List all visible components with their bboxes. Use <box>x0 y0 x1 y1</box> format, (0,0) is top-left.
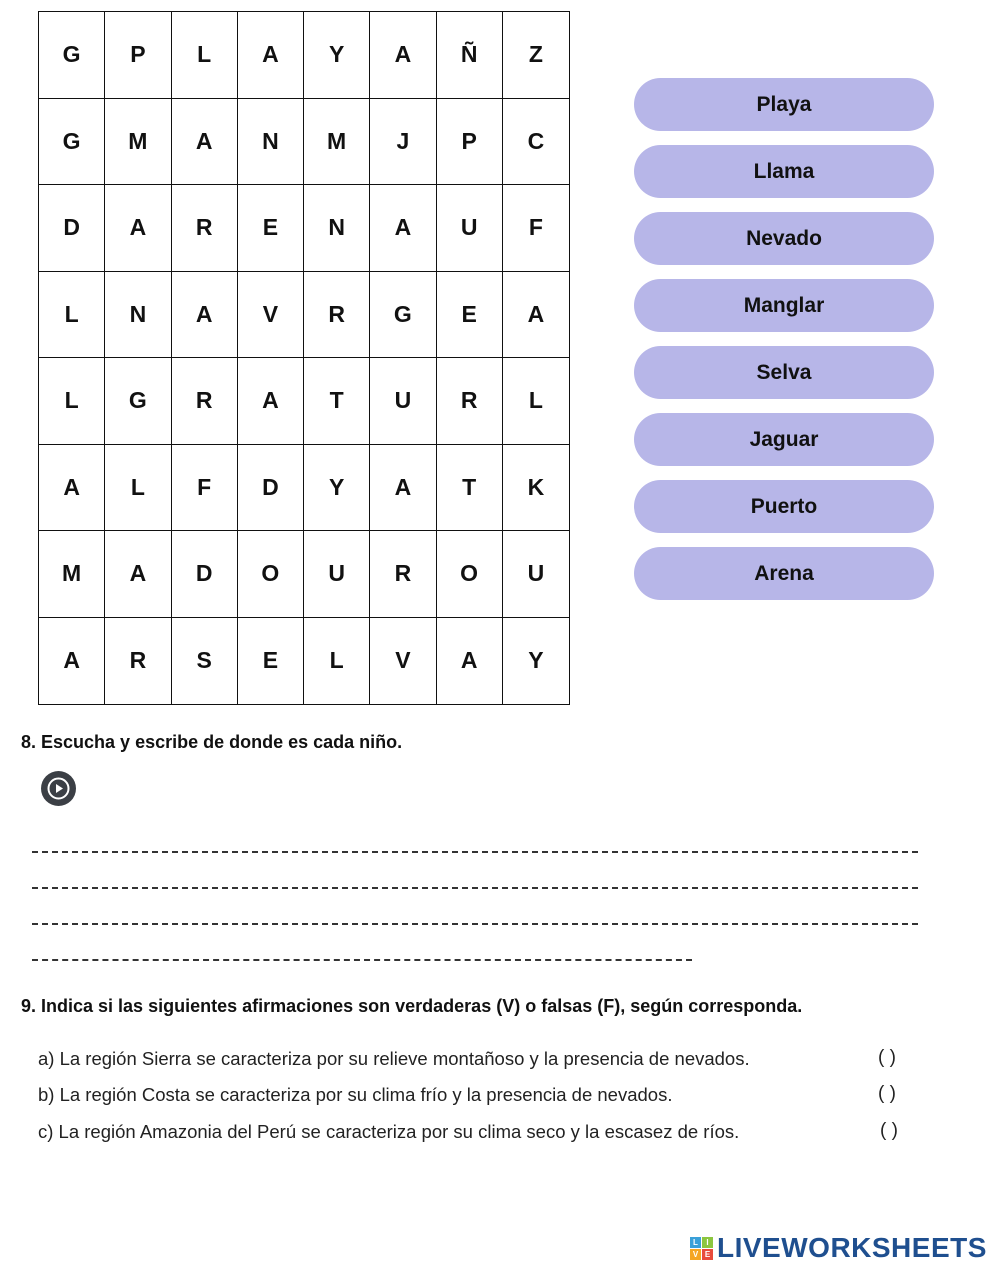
question-8-title: 8. Escucha y escribe de donde es cada niño. <box>21 732 403 752</box>
grid-cell[interactable]: A <box>437 618 503 705</box>
word-pill-manglar: Manglar <box>634 279 934 332</box>
grid-cell[interactable]: C <box>503 99 569 186</box>
grid-cell[interactable]: R <box>105 618 171 705</box>
grid-cell[interactable]: G <box>39 99 105 186</box>
liveworksheets-logo <box>690 1233 987 1263</box>
word-pill-arena: Arena <box>634 547 934 600</box>
word-pill-jaguar: Jaguar <box>634 413 934 466</box>
grid-cell[interactable]: F <box>503 185 569 272</box>
word-search-grid <box>38 11 570 705</box>
grid-cell[interactable]: A <box>238 12 304 99</box>
grid-cell[interactable]: T <box>437 445 503 532</box>
answer-line-4[interactable] <box>32 959 692 961</box>
logo-tile: L <box>690 1237 701 1248</box>
grid-cell[interactable]: V <box>238 272 304 359</box>
grid-cell[interactable]: L <box>39 358 105 445</box>
grid-cell[interactable]: Y <box>304 12 370 99</box>
word-pill-selva: Selva <box>634 346 934 399</box>
grid-cell[interactable]: T <box>304 358 370 445</box>
answer-box-c[interactable]: ( ) <box>880 1120 898 1141</box>
statement-a: a) La región Sierra se caracteriza por su relieve montañoso y la presencia de nevados. <box>38 1048 750 1069</box>
grid-cell[interactable]: A <box>105 531 171 618</box>
grid-cell[interactable]: R <box>437 358 503 445</box>
grid-cell[interactable]: A <box>39 445 105 532</box>
logo-tile: E <box>702 1249 713 1260</box>
grid-cell[interactable]: L <box>172 12 238 99</box>
grid-cell[interactable]: A <box>172 99 238 186</box>
grid-cell[interactable]: D <box>39 185 105 272</box>
grid-cell[interactable]: Z <box>503 12 569 99</box>
grid-cell[interactable]: U <box>304 531 370 618</box>
grid-cell[interactable]: N <box>304 185 370 272</box>
logo-text: LIVEWORKSHEETS <box>717 1232 987 1263</box>
grid-cell[interactable]: D <box>238 445 304 532</box>
grid-cell[interactable]: S <box>172 618 238 705</box>
answer-line-2[interactable] <box>32 887 918 889</box>
grid-cell[interactable]: E <box>437 272 503 359</box>
grid-cell[interactable]: P <box>105 12 171 99</box>
statement-c: c) La región Amazonia del Perú se caracteriza por su clima seco y la escasez de ríos. <box>38 1121 740 1142</box>
audio-play-button[interactable] <box>41 771 76 806</box>
question-9-title: 9. Indica si las siguientes afirmaciones son verdaderas (V) o falsas (F), según corresponda. <box>21 996 803 1016</box>
grid-cell[interactable]: O <box>238 531 304 618</box>
answer-line-3[interactable] <box>32 923 918 925</box>
answer-box-b[interactable]: ( ) <box>878 1083 896 1104</box>
grid-cell[interactable]: F <box>172 445 238 532</box>
grid-cell[interactable]: J <box>370 99 436 186</box>
grid-cell[interactable]: A <box>105 185 171 272</box>
grid-cell[interactable]: Ñ <box>437 12 503 99</box>
grid-cell[interactable]: Y <box>528 647 544 674</box>
grid-cell[interactable]: R <box>370 531 436 618</box>
grid-cell[interactable]: D <box>172 531 238 618</box>
word-pill-nevado: Nevado <box>634 212 934 265</box>
grid-cell[interactable]: G <box>370 272 436 359</box>
word-list <box>634 78 934 614</box>
grid-cell[interactable]: A <box>370 445 436 532</box>
grid-cell[interactable]: R <box>172 185 238 272</box>
grid-cell[interactable]: V <box>370 618 436 705</box>
logo-tile: V <box>690 1249 701 1260</box>
grid-cell[interactable]: A <box>370 185 436 272</box>
grid-cell[interactable]: M <box>39 531 105 618</box>
grid-cell[interactable]: Y <box>304 445 370 532</box>
grid-cell[interactable]: R <box>172 358 238 445</box>
grid-cell[interactable]: A <box>39 618 105 705</box>
grid-cell[interactable]: A <box>503 272 569 359</box>
grid-cell[interactable]: L <box>304 618 370 705</box>
grid-cell[interactable]: L <box>39 272 105 359</box>
grid-cell[interactable]: M <box>304 99 370 186</box>
grid-cell[interactable]: E <box>238 185 304 272</box>
grid-cell[interactable]: G <box>105 358 171 445</box>
grid-cell[interactable]: U <box>503 531 569 618</box>
grid-cell[interactable]: E <box>238 618 304 705</box>
grid-cell[interactable]: P <box>437 99 503 186</box>
grid-cell[interactable]: L <box>105 445 171 532</box>
grid-cell[interactable]: O <box>437 531 503 618</box>
grid-cell[interactable]: L <box>503 358 569 445</box>
grid-cell[interactable]: G <box>39 12 105 99</box>
answer-box-a[interactable]: ( ) <box>878 1047 896 1068</box>
grid-cell[interactable]: N <box>238 99 304 186</box>
grid-cell[interactable]: N <box>105 272 171 359</box>
word-pill-puerto: Puerto <box>634 480 934 533</box>
grid-cell[interactable]: A <box>238 358 304 445</box>
grid-cell[interactable]: K <box>503 445 569 532</box>
grid-cell[interactable]: R <box>304 272 370 359</box>
word-pill-llama: Llama <box>634 145 934 198</box>
play-circle-icon <box>46 776 71 801</box>
grid-cell[interactable]: A <box>172 272 238 359</box>
word-pill-playa: Playa <box>634 78 934 131</box>
grid-cell[interactable]: A <box>370 12 436 99</box>
answer-line-1[interactable] <box>32 851 918 853</box>
logo-tiles-icon <box>690 1237 713 1260</box>
grid-cell[interactable]: M <box>105 99 171 186</box>
statement-b: b) La región Costa se caracteriza por su clima frío y la presencia de nevados. <box>38 1084 673 1105</box>
grid-cell[interactable]: U <box>437 185 503 272</box>
grid-cell[interactable]: U <box>370 358 436 445</box>
logo-tile: I <box>702 1237 713 1248</box>
